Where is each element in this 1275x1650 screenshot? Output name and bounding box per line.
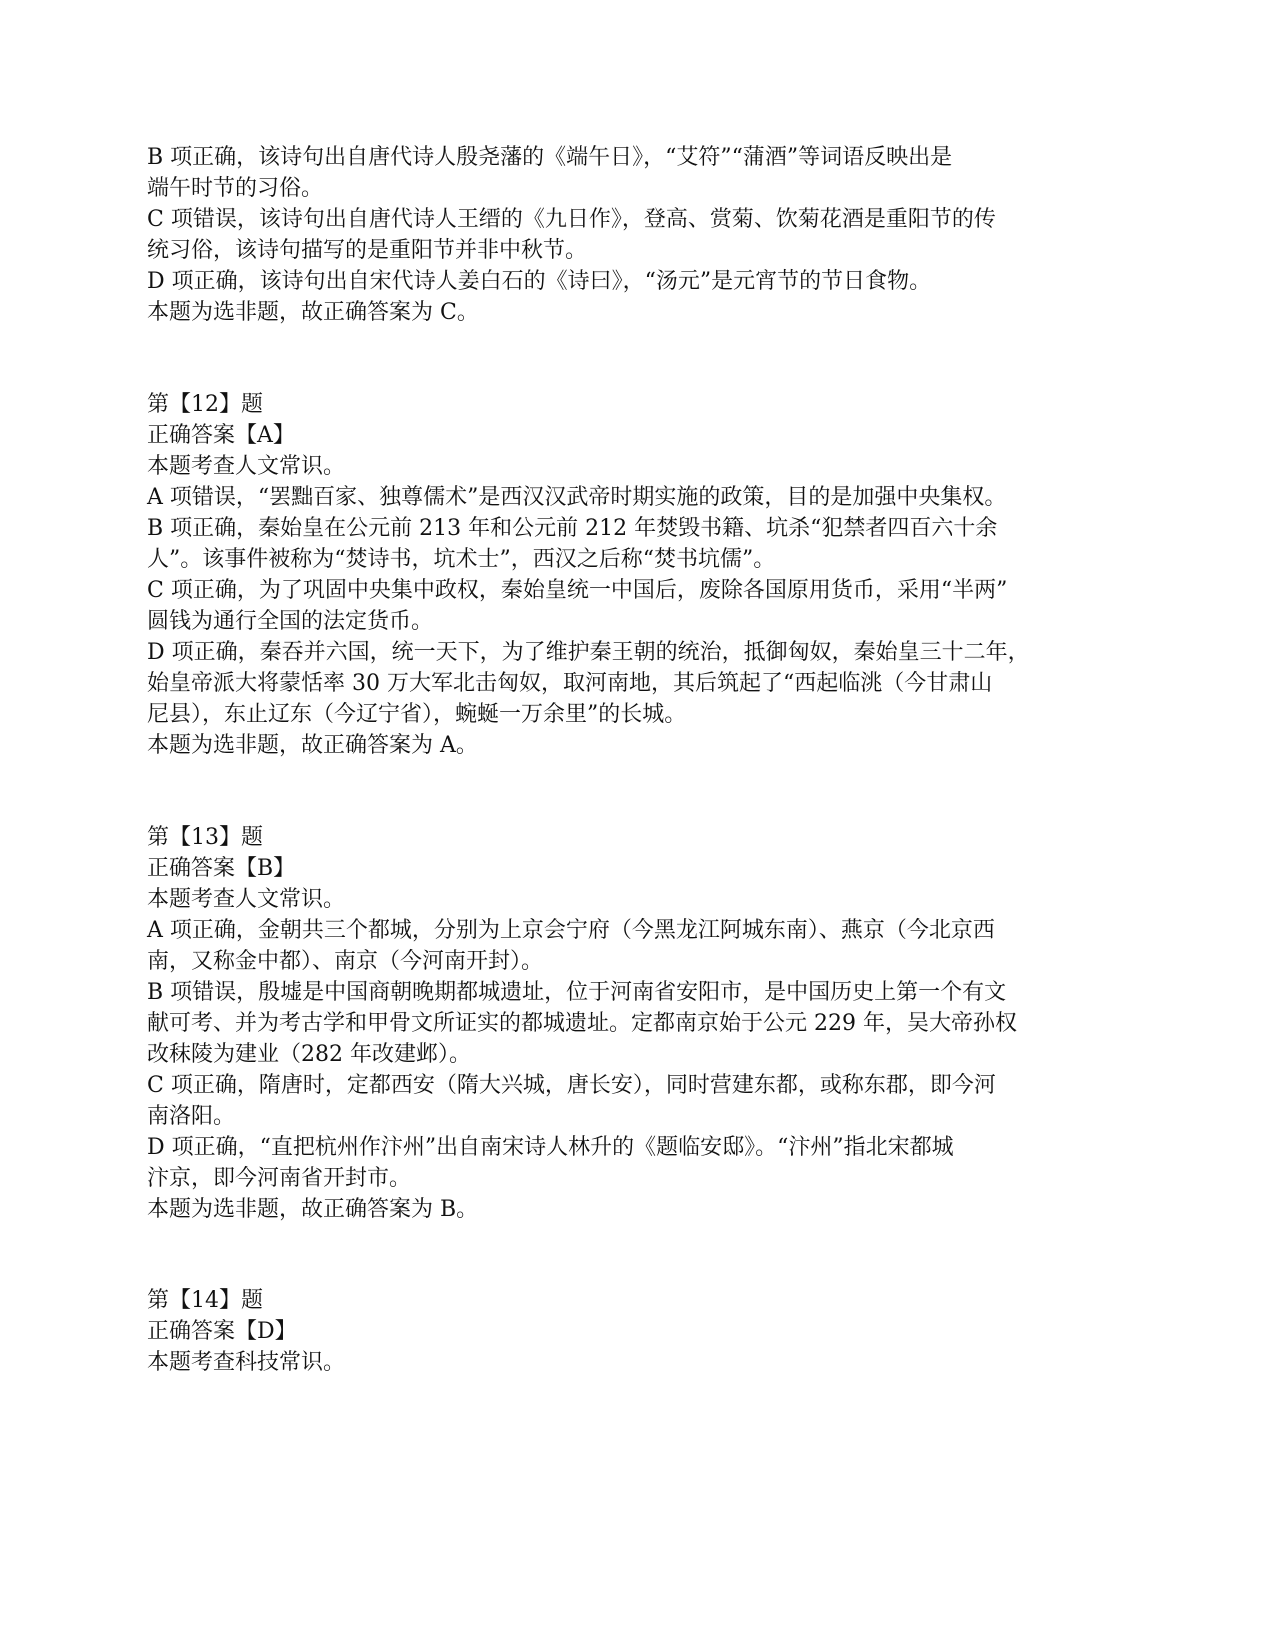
conclusion-line: 本题为选非题，故正确答案为 C。: [147, 300, 479, 325]
paragraph-line: 统习俗，该诗句描写的是重阳节并非中秋节。: [147, 238, 588, 263]
paragraph-line: 南，又称金中都）、南京（今河南开封）。: [147, 949, 544, 974]
paragraph-line: D 项正确，秦吞并六国，统一天下，为了维护秦王朝的统治，抵御匈奴，秦始皇三十二年，: [147, 640, 1030, 665]
paragraph-line: 汴京，即今河南省开封市。: [147, 1166, 412, 1191]
paragraph-line: 人”。该事件被称为“焚诗书，坑术士”，西汉之后称“焚书坑儒”。: [147, 547, 776, 572]
conclusion-line: 本题为选非题，故正确答案为 A。: [147, 733, 478, 758]
paragraph-line: 南洛阳。: [147, 1104, 236, 1129]
paragraph-line: 尼县），东止辽东（今辽宁省），蜿蜒一万余里”的长城。: [147, 702, 687, 727]
topic-line: 本题考查人文常识。: [147, 887, 346, 912]
conclusion-line: 本题为选非题，故正确答案为 B。: [147, 1197, 479, 1222]
paragraph-line: A 项正确，金朝共三个都城，分别为上京会宁府（今黑龙江阿城东南）、燕京（今北京西: [147, 918, 995, 943]
question-title: 第【14】题: [147, 1288, 263, 1313]
topic-line: 本题考查科技常识。: [147, 1350, 346, 1375]
paragraph-line: C 项错误，该诗句出自唐代诗人王缙的《九日作》，登高、赏菊、饮菊花酒是重阳节的传: [147, 207, 996, 232]
paragraph-line: C 项正确，隋唐时，定都西安（隋大兴城，唐长安），同时营建东都，或称东郡，即今河: [147, 1073, 996, 1098]
paragraph-line: 始皇帝派大将蒙恬率 30 万大军北击匈奴，取河南地，其后筑起了“西起临洮（今甘肃山: [147, 671, 993, 696]
paragraph-line: B 项正确，秦始皇在公元前 213 年和公元前 212 年焚毁书籍、坑杀“犯禁者四百六十余: [147, 516, 998, 541]
answer-label: 正确答案【A】: [147, 423, 295, 448]
answer-label: 正确答案【D】: [147, 1319, 297, 1344]
topic-line: 本题考查人文常识。: [147, 454, 346, 479]
paragraph-line: D 项正确，“直把杭州作汴州”出自南宋诗人林升的《题临安邸》。“汴州”指北宋都城: [147, 1135, 954, 1160]
paragraph-line: 端午时节的习俗。: [147, 176, 324, 201]
paragraph-line: 改秣陵为建业（282 年改建邺）。: [147, 1042, 471, 1067]
paragraph-line: B 项正确，该诗句出自唐代诗人殷尧藩的《端午日》，“艾符”“蒲酒”等词语反映出是: [147, 145, 953, 170]
paragraph-line: D 项正确，该诗句出自宋代诗人姜白石的《诗曰》，“汤元”是元宵节的节日食物。: [147, 269, 932, 294]
paragraph-line: 圆钱为通行全国的法定货币。: [147, 609, 434, 634]
question-title: 第【13】题: [147, 825, 263, 850]
paragraph-line: C 项正确，为了巩固中央集中政权，秦始皇统一中国后，废除各国原用货币，采用“半两”: [147, 578, 1008, 603]
paragraph-line: B 项错误，殷墟是中国商朝晚期都城遗址，位于河南省安阳市，是中国历史上第一个有文: [147, 980, 1007, 1005]
question-title: 第【12】题: [147, 392, 263, 417]
paragraph-line: A 项错误，“罢黜百家、独尊儒术”是西汉汉武帝时期实施的政策，目的是加强中央集权。: [147, 485, 1007, 510]
answer-label: 正确答案【B】: [147, 856, 296, 881]
paragraph-line: 献可考、并为考古学和甲骨文所证实的都城遗址。定都南京始于公元 229 年，吴大帝孙权: [147, 1011, 1017, 1036]
